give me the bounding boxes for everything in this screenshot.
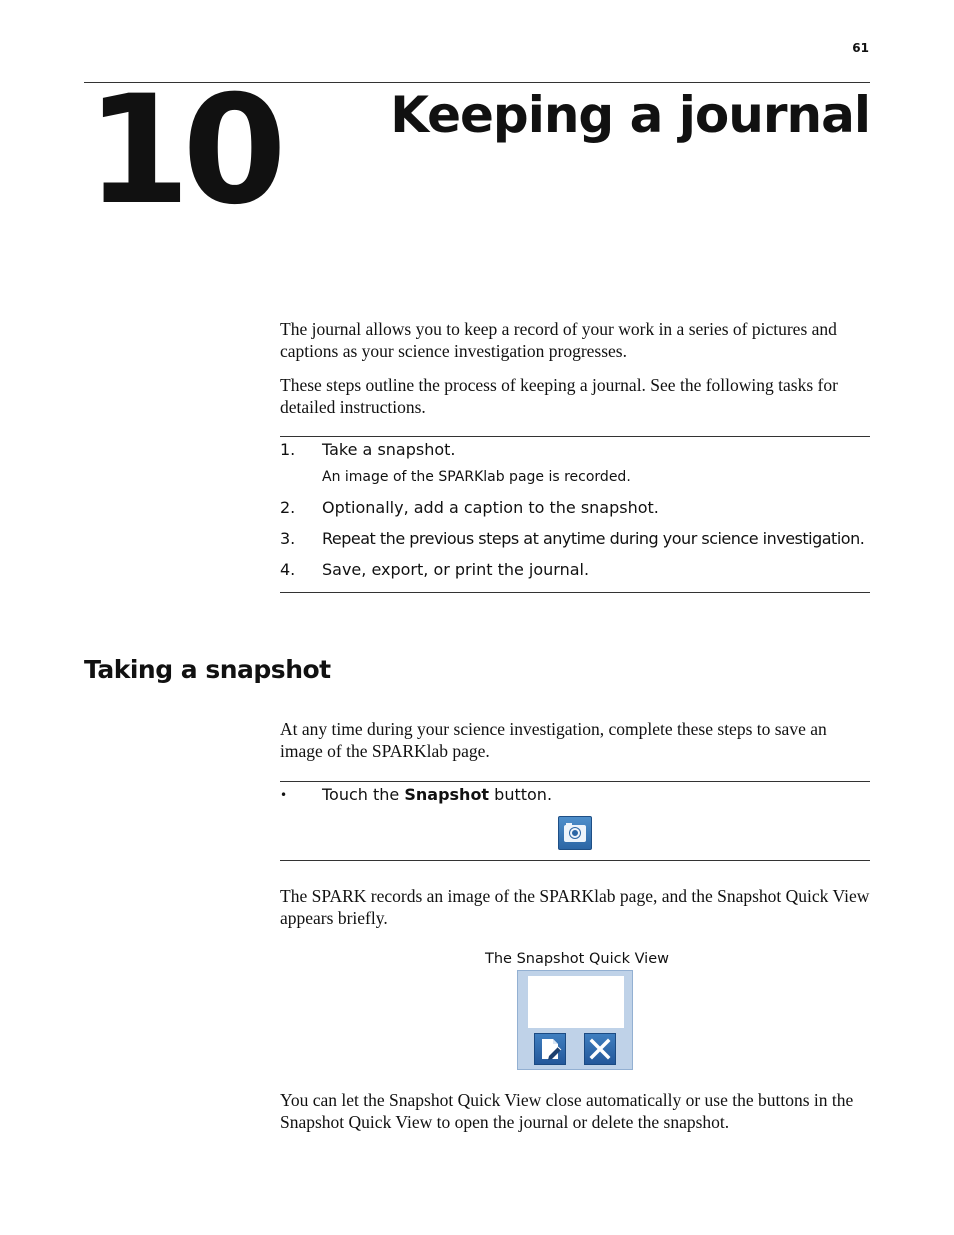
bullet-suffix: button. [489, 785, 553, 804]
bullet-bold-label: Snapshot [404, 785, 490, 804]
step-number: 4. [280, 560, 296, 579]
camera-icon [558, 816, 592, 850]
bullet-prefix: Touch the [322, 785, 405, 804]
step-number: 2. [280, 498, 296, 517]
close-icon [584, 1033, 616, 1065]
after-snapshot-paragraph: The SPARK records an image of the SPARKlab page, and the Snapshot Quick View appears briefly. [280, 886, 870, 928]
section-heading: Taking a snapshot [84, 655, 331, 684]
page-number: 61 [852, 41, 869, 55]
figure-caption: The Snapshot Quick View [485, 951, 669, 967]
bullet-text [322, 785, 552, 805]
intro-paragraph-2: These steps outline the process of keeping a journal. See the following tasks for detailed instructions. [280, 375, 838, 417]
closing-paragraph: You can let the Snapshot Quick View close automatically or use the buttons in the Snapshot Quick View to open the journal or delete the snapshot. [280, 1090, 854, 1132]
step-text: Repeat the previous steps at anytime during your science investigation. [322, 529, 865, 548]
step-text: Save, export, or print the journal. [322, 560, 590, 579]
bullet-top-rule [280, 781, 870, 782]
journal-icon [534, 1033, 566, 1065]
snapshot-quick-view [517, 970, 633, 1070]
bullet-marker: • [280, 788, 288, 802]
step-1-result: An image of the SPARKlab page is recorded. [322, 469, 631, 485]
step-number: 3. [280, 529, 296, 548]
step-text: Optionally, add a caption to the snapshot. [322, 498, 659, 517]
step-number: 1. [280, 440, 296, 459]
section-intro: At any time during your science investigation, complete these steps to save an image of the SPARKlab page. [280, 719, 827, 761]
snapshot-preview [528, 976, 624, 1028]
step-text: Take a snapshot. [322, 440, 456, 459]
chapter-number: 10 [86, 64, 279, 238]
steps-bottom-rule [280, 592, 870, 593]
intro-paragraph-1: The journal allows you to keep a record of your work in a series of pictures and captions as your science investigation progresses. [280, 319, 837, 361]
chapter-title: Keeping a journal [390, 86, 870, 144]
bullet-bottom-rule [280, 860, 870, 861]
steps-top-rule [280, 436, 870, 437]
